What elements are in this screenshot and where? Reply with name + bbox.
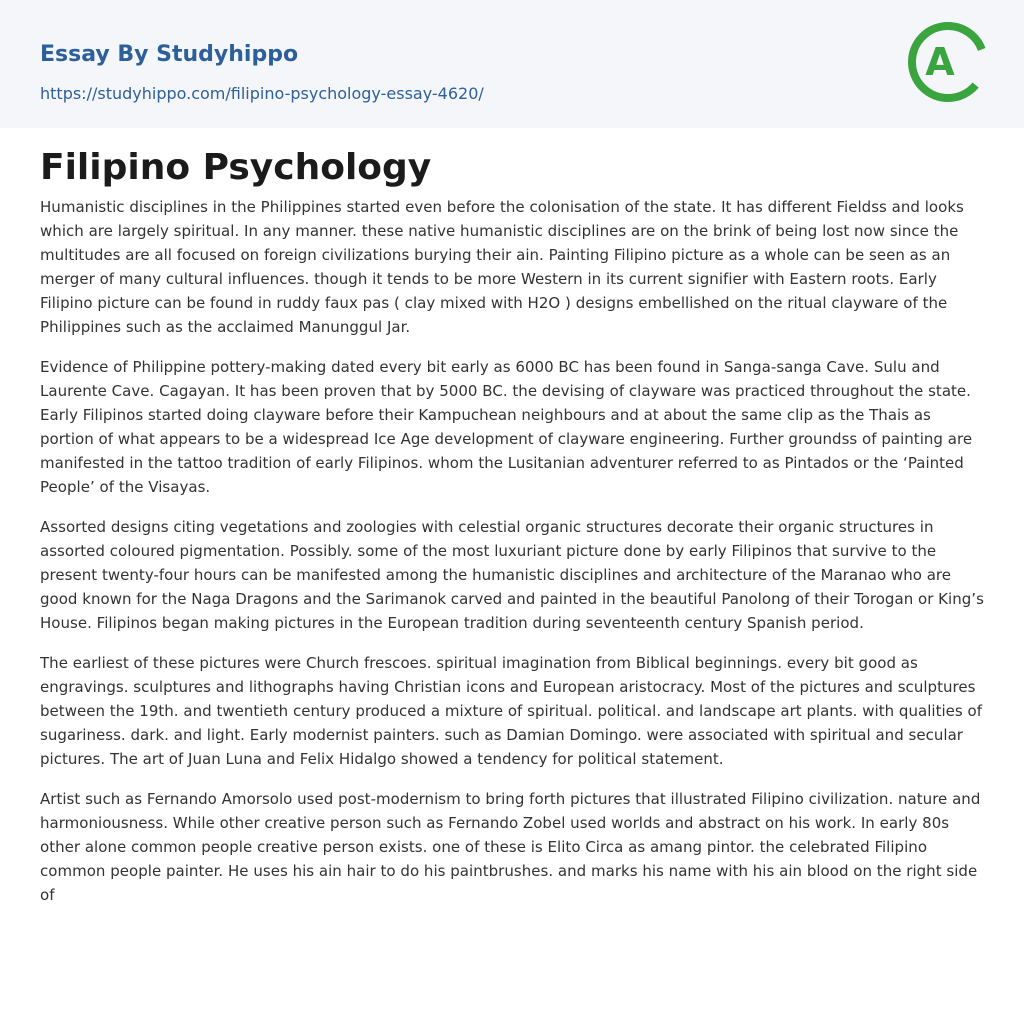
article-paragraph: Assorted designs citing vegetations and zoologies with celestial organic structures decorate their organic structures in assorted coloured pigmentation. Possibly. some of the most luxuriant picture done by early Filipinos that survive to the present twenty-four hours can be manifested among the humanistic disciplines and architecture of the Maranao who are good known for the Naga Dragons and the Sarimanok carved and painted in the beautiful Panolong of their Torogan or King’s House. Filipinos began making pictures in the European tradition during seventeenth century Spanish period. [40, 518, 984, 632]
page-url-link[interactable]: https://studyhippo.com/filipino-psychology-essay-4620/ [40, 84, 484, 103]
studyhippo-logo-icon[interactable] [902, 18, 988, 104]
article-title: Filipino Psychology [40, 147, 432, 188]
article-paragraph: The earliest of these pictures were Church frescoes. spiritual imagination from Biblical beginnings. every bit good as engravings. sculptures and lithographs having Christian icons and European aristocracy. Most of the pictures and sculptures between the 19th. and twentieth century produced a mixture of spiritual. political. and landscape art plants. with qualities of sugariness. dark. and light. Early modernist painters. such as Damian Domingo. were associated with spiritual and secular pictures. The art of Juan Luna and Felix Hidalgo showed a tendency for political statement. [40, 654, 983, 768]
site-header [0, 0, 1024, 128]
article-paragraph: Humanistic disciplines in the Philippines started even before the colonisation of the state. It has different Fieldss and looks which are largely spiritual. In any manner. these native humanistic disciplines are on the brink of being lost now since the multitudes are all focused on foreign civilizations burying their ain. Painting Filipino picture as a whole can be seen as an merger of many cultural influences. though it tends to be more Western in its current signifier with Eastern roots. Early Filipino picture can be found in ruddy faux pas ( clay mixed with H2O ) designs embellished on the ritual clayware of the Philippines such as the acclaimed Manunggul Jar. [40, 198, 964, 336]
site-brand[interactable]: Essay By Studyhippo [40, 42, 299, 67]
article-paragraph: Evidence of Philippine pottery-making dated every bit early as 6000 BC has been found in Sanga-sanga Cave. Sulu and Laurente Cave. Cagayan. It has been proven that by 5000 BC. the devising of clayware was practiced throughout the state. Early Filipinos started doing clayware before their Kampuchean neighbours and at about the same clip as the Thais as portion of what appears to be a widespread Ice Age development of clayware engineering. Further groundss of painting are manifested in the tattoo tradition of early Filipinos. whom the Lusitanian adventurer referred to as Pintados or the ‘Painted People’ of the Visayas. [40, 358, 973, 496]
article-body [40, 195, 984, 923]
article-paragraph: Artist such as Fernando Amorsolo used post-modernism to bring forth pictures that illustrated Filipino civilization. nature and harmoniousness. While other creative person such as Fernando Zobel used worlds and abstract on his work. In early 80s other alone common people creative person exists. one of these is Elito Circa as amang pintor. the celebrated Filipino common people painter. He uses his ain hair to do his paintbrushes. and marks his name with his ain blood on the right side of [40, 790, 981, 904]
logo-letter: A [925, 40, 955, 84]
